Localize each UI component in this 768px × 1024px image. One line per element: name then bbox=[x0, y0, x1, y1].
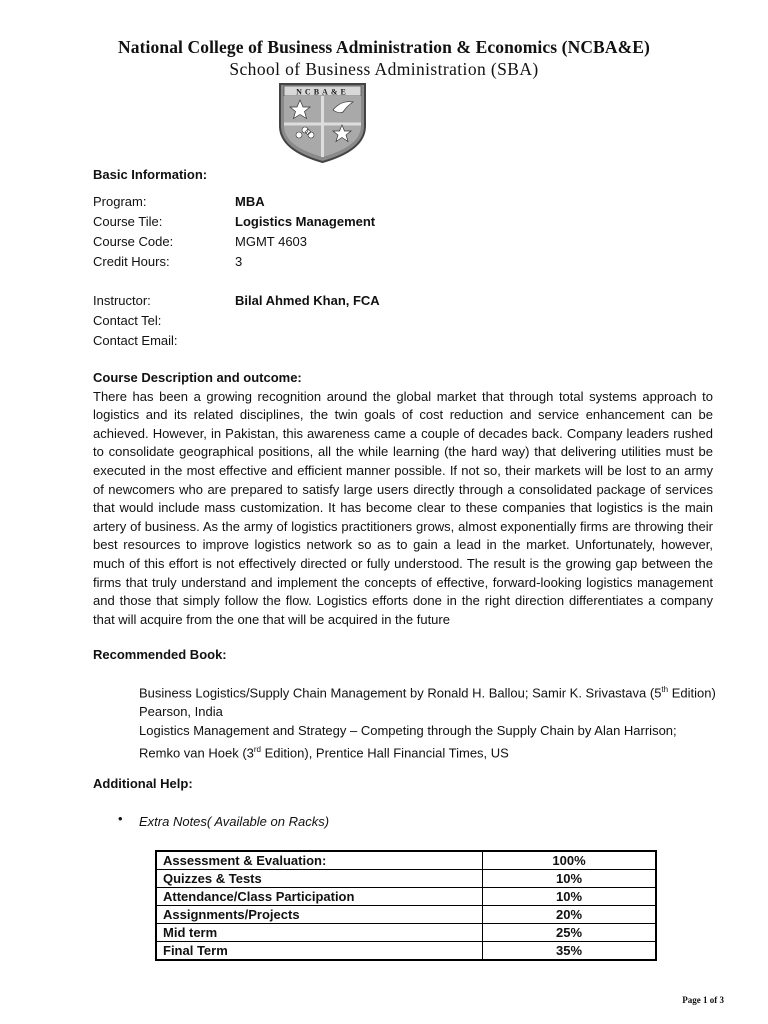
course-title-label: Course Tile: bbox=[93, 214, 163, 229]
table-row: Assignments/Projects 20% bbox=[156, 906, 656, 924]
table-row: Mid term 25% bbox=[156, 924, 656, 942]
course-code-label: Course Code: bbox=[93, 234, 174, 249]
page-number: Page 1 of 3 bbox=[682, 995, 724, 1005]
credit-hours-value: 3 bbox=[235, 254, 243, 269]
course-code-value: MGMT 4603 bbox=[235, 234, 308, 249]
book-item: Logistics Management and Strategy – Competing through the Supply Chain by Alan Harrison; Remko van Hoek (3rd Edition), Prentice Hall Financial Times, US bbox=[139, 723, 677, 761]
additional-help-heading: Additional Help: bbox=[93, 776, 193, 791]
contact-tel-label: Contact Tel: bbox=[93, 313, 162, 328]
assessment-table bbox=[155, 850, 657, 961]
table-header-row bbox=[156, 851, 656, 870]
crest-text: NCBA&E bbox=[296, 87, 349, 97]
program-label: Program: bbox=[93, 194, 147, 209]
header-value: 100% bbox=[483, 851, 657, 870]
course-title-value: Logistics Management bbox=[235, 214, 376, 229]
instructor-label: Instructor: bbox=[93, 293, 151, 308]
college-title: National College of Business Administration & Economics (NCBA&E) bbox=[118, 37, 650, 57]
header-label: Assessment & Evaluation: bbox=[156, 851, 483, 870]
course-description bbox=[93, 369, 713, 629]
book-list bbox=[139, 680, 719, 763]
description-text: There has been a growing recognition around the global market that through total systems approach to logistics and its related disciplines, the twin goals of cost reduction and service enhancement can be achieved. However, in Pakistan, this awareness came a couple of decades back. Company leaders rushed to consolidate geographical positions, all the while learning (the hard way) that delivering utilities must be executed in the most effective and efficient manner possible. If not so, their markets will be lost to an army of newcomers who are prepared to satisfy large users directly through a consolidated package of services that would include mass customization. It has become clear to these companies that logistics is the main artery of business. As the army of logistics practitioners grows, almost exponentially firms are throwing their best resources to improve logistics network so as to gain a lead in the market. Unfortunately, however, much of this effort is not effectively directed or fully understood. The result is the growing gap between the firms that truly understand and implement the concepts of effective, forward-looking logistics management and those that simply follow the flow. Logistics efforts done in the right direction differentiates a company that will acquire from the one that will be acquired in the future bbox=[93, 388, 713, 627]
college-crest-logo bbox=[276, 80, 369, 164]
description-heading: Course Description and outcome: bbox=[93, 370, 302, 385]
extra-notes-item: Extra Notes( Available on Racks) bbox=[139, 814, 330, 829]
basic-info-heading: Basic Information: bbox=[93, 167, 208, 182]
school-title: School of Business Administration (SBA) bbox=[229, 59, 539, 79]
program-value: MBA bbox=[235, 194, 265, 209]
recommended-book-heading: Recommended Book: bbox=[93, 647, 227, 662]
instructor-value: Bilal Ahmed Khan, FCA bbox=[235, 293, 380, 308]
bullet-icon: • bbox=[118, 811, 123, 826]
table-row: Final Term 35% bbox=[156, 942, 656, 961]
table-row: Quizzes & Tests 10% bbox=[156, 870, 656, 888]
credit-hours-label: Credit Hours: bbox=[93, 254, 170, 269]
contact-email-label: Contact Email: bbox=[93, 333, 178, 348]
table-row: Attendance/Class Participation 10% bbox=[156, 888, 656, 906]
book-item: Business Logistics/Supply Chain Management by Ronald H. Ballou; Samir K. Srivastava (5th Edition) Pearson, India bbox=[139, 685, 716, 720]
